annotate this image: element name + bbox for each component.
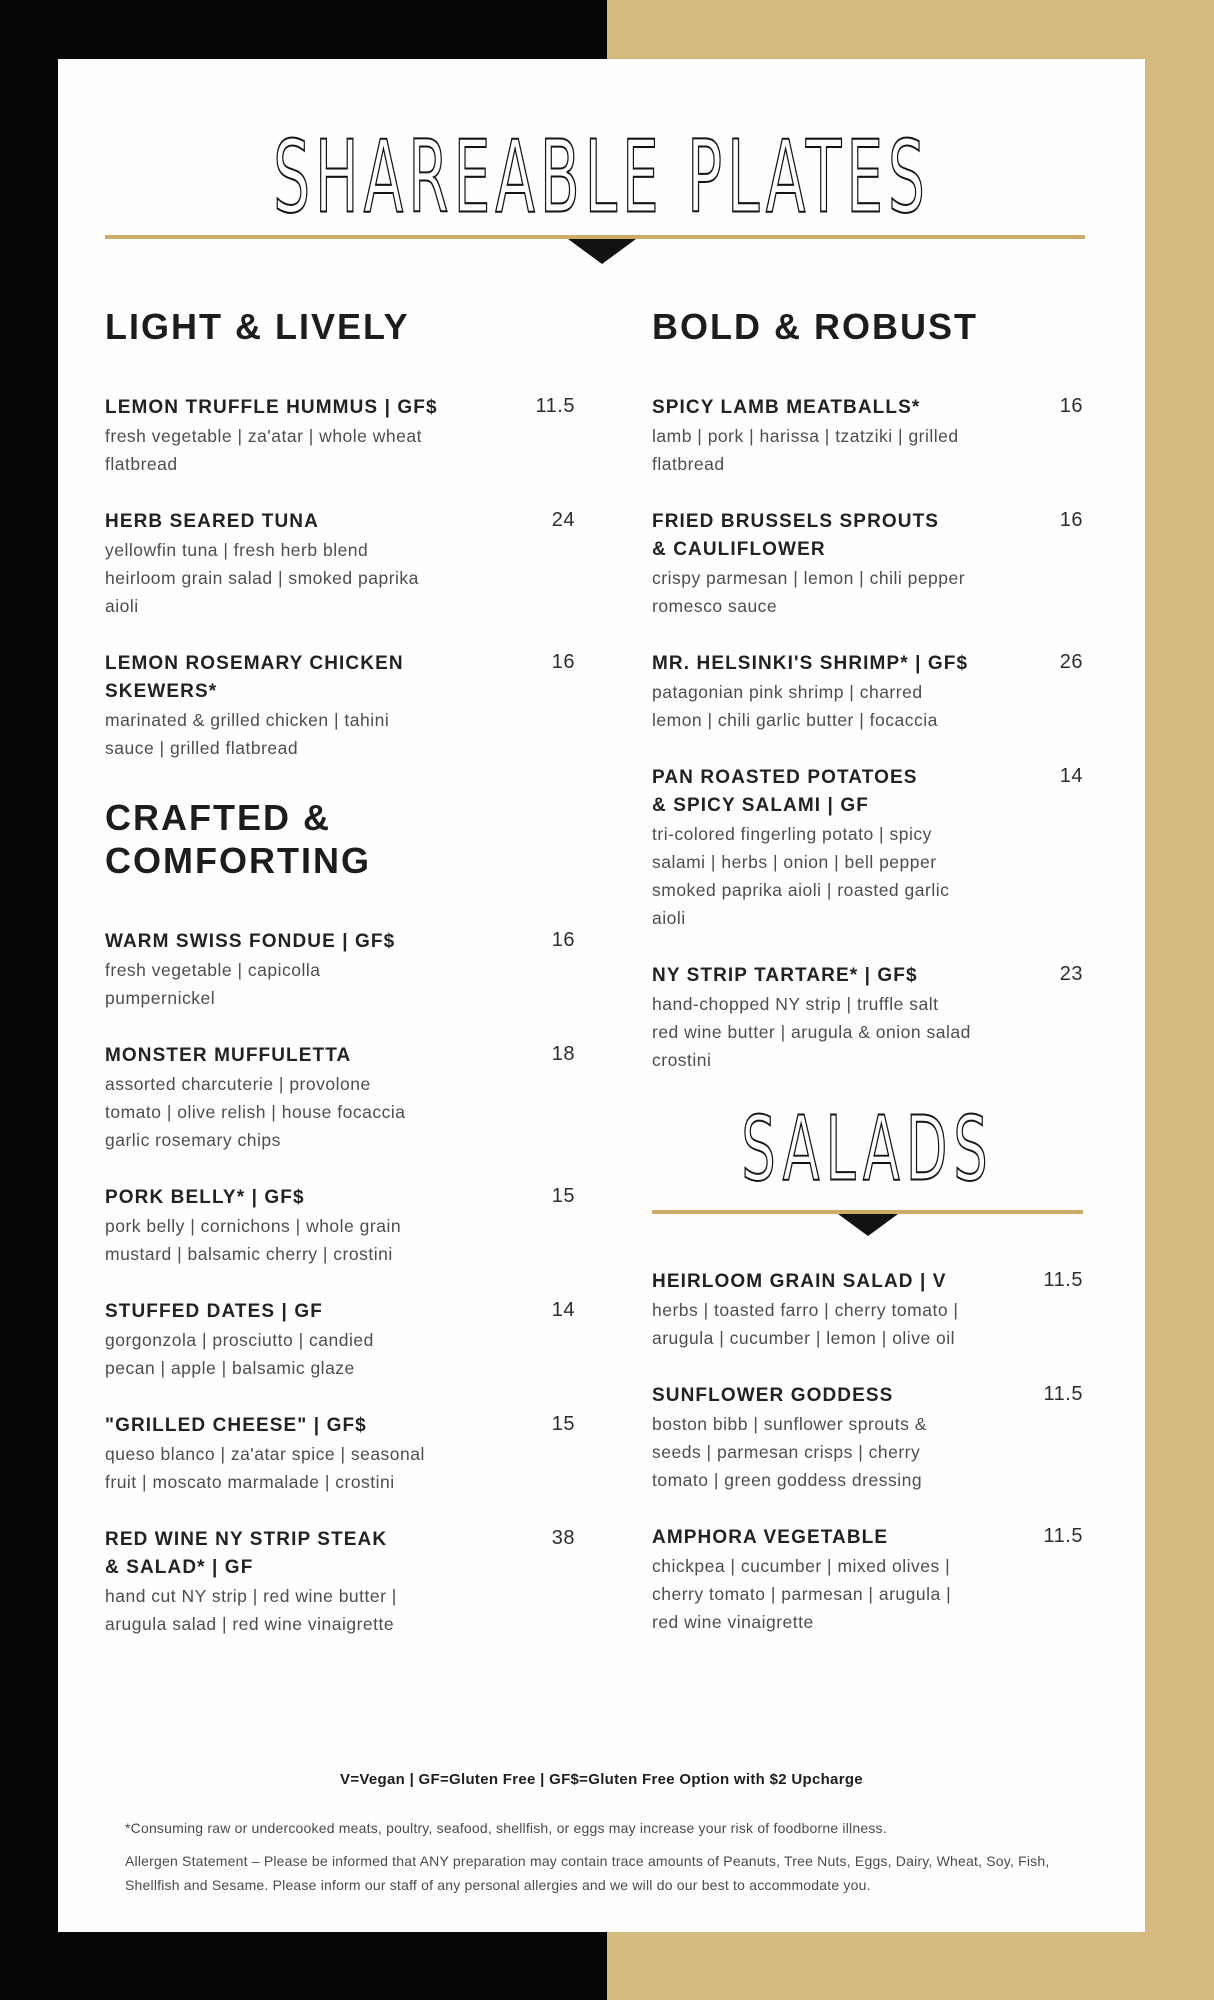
item-desc-line: flatbread: [105, 454, 178, 474]
item-desc: [105, 536, 575, 620]
item-title: [105, 650, 575, 706]
item-desc-line: tri-colored fingerling potato | spicy: [652, 824, 932, 844]
item-desc: [105, 1326, 575, 1382]
item-price: 16: [1059, 395, 1083, 417]
item-title-line: HERB SEARED TUNA: [105, 511, 319, 532]
item-title-line: WARM SWISS FONDUE | GF$: [105, 931, 396, 952]
item-desc-line: mustard | balsamic cherry | crostini: [105, 1244, 393, 1264]
item-desc-line: arugula salad | red wine vinaigrette: [105, 1614, 395, 1634]
menu-item: [105, 508, 575, 620]
item-desc-line: hand cut NY strip | red wine butter |: [105, 1586, 397, 1606]
item-desc-line: assorted charcuterie | provolone: [105, 1074, 371, 1094]
item-title-line: RED WINE NY STRIP STEAK: [105, 1529, 388, 1550]
item-price: 26: [1059, 651, 1083, 673]
item-title-line: "GRILLED CHEESE" | GF$: [105, 1415, 367, 1436]
item-desc-line: salami | herbs | onion | bell pepper: [652, 852, 937, 872]
menu-item: [105, 1298, 575, 1382]
menu-item: [105, 1412, 575, 1496]
item-title: [105, 508, 575, 536]
section-heading-line: CRAFTED &: [105, 797, 331, 838]
item-desc-line: aioli: [652, 908, 686, 928]
item-desc-line: yellowfin tuna | fresh herb blend: [105, 540, 369, 560]
item-title-line: HEIRLOOM GRAIN SALAD | V: [652, 1271, 947, 1292]
menu-item: [652, 764, 1083, 932]
item-title-line: LEMON TRUFFLE HUMMUS | GF$: [105, 397, 438, 418]
divider-triangle: [838, 1214, 898, 1236]
item-desc-line: boston bibb | sunflower sprouts &: [652, 1414, 927, 1434]
item-desc: [652, 1552, 1083, 1636]
item-desc-line: herbs | toasted farro | cherry tomato |: [652, 1300, 959, 1320]
item-price: 16: [551, 651, 575, 673]
item-desc-line: crostini: [652, 1050, 712, 1070]
section-heading-line: BOLD & ROBUST: [652, 306, 978, 347]
item-desc-line: chickpea | cucumber | mixed olives |: [652, 1556, 951, 1576]
item-title-line: & SPICY SALAMI | GF: [652, 795, 869, 816]
item-desc-line: lamb | pork | harissa | tzatziki | grilled: [652, 426, 959, 446]
item-title: [652, 1524, 1083, 1552]
menu-item: [105, 650, 575, 762]
section-heading: [105, 796, 575, 882]
item-desc-line: flatbread: [652, 454, 725, 474]
item-desc-line: tomato | green goddess dressing: [652, 1470, 923, 1490]
item-desc: [652, 1410, 1083, 1494]
raw-food-footnote: *Consuming raw or undercooked meats, poultry, seafood, shellfish, or eggs may increase your risk of foodborne illness.: [125, 1820, 887, 1836]
item-desc: [652, 422, 1083, 478]
item-price: 11.5: [535, 395, 575, 417]
item-price: 15: [551, 1413, 575, 1435]
menu-item: [652, 650, 1083, 734]
section-heading: [652, 305, 1083, 348]
item-desc-line: cherry tomato | parmesan | arugula |: [652, 1584, 952, 1604]
item-title: [105, 1042, 575, 1070]
allergen-statement: Allergen Statement – Please be informed that ANY preparation may contain trace amounts of Peanuts, Tree Nuts, Eggs, Dairy, Wheat, Soy, Fish, Shellfish and Sesame. Please inform our staff of any personal allergies and we will do our best to accommodate you.: [125, 1853, 1050, 1893]
item-title-line: PAN ROASTED POTATOES: [652, 767, 918, 788]
item-desc: [652, 564, 1083, 620]
menu-item: [652, 1382, 1083, 1494]
item-title: [105, 1298, 575, 1326]
item-title-line: SUNFLOWER GODDESS: [652, 1385, 894, 1406]
item-title: [105, 394, 575, 422]
menu-section: [652, 305, 1083, 1074]
item-title: [105, 1412, 575, 1440]
menu-section: [105, 796, 575, 1638]
item-desc: [652, 1296, 1083, 1352]
menu-item: [105, 1184, 575, 1268]
item-title: [652, 764, 1083, 820]
item-desc-line: fresh vegetable | capicolla: [105, 960, 321, 980]
menu-card: [58, 59, 1145, 1932]
page-title: SHAREABLE PLATES: [273, 118, 930, 236]
item-title-line: NY STRIP TARTARE* | GF$: [652, 965, 918, 986]
item-title: [652, 1268, 1083, 1296]
item-title-line: AMPHORA VEGETABLE: [652, 1527, 889, 1548]
item-desc: [105, 1582, 575, 1638]
item-desc-line: arugula | cucumber | lemon | olive oil: [652, 1328, 956, 1348]
item-desc: [652, 990, 1083, 1074]
item-price: 11.5: [1043, 1525, 1083, 1547]
item-title: [652, 394, 1083, 422]
item-desc-line: sauce | grilled flatbread: [105, 738, 299, 758]
dietary-legend: V=Vegan | GF=Gluten Free | GF$=Gluten Free Option with $2 Upcharge: [340, 1771, 863, 1788]
item-price: 16: [551, 929, 575, 951]
item-desc-line: red wine butter | arugula & onion salad: [652, 1022, 971, 1042]
item-desc-line: pumpernickel: [105, 988, 216, 1008]
divider-triangle: [568, 239, 636, 264]
item-price: 15: [551, 1185, 575, 1207]
item-desc-line: queso blanco | za'atar spice | seasonal: [105, 1444, 425, 1464]
item-desc: [105, 422, 575, 478]
item-desc-line: marinated & grilled chicken | tahini: [105, 710, 390, 730]
menu-column-right: [652, 305, 1083, 1666]
item-title: [105, 1184, 575, 1212]
item-title-line: PORK BELLY* | GF$: [105, 1187, 305, 1208]
menu-item: [652, 962, 1083, 1074]
item-desc-line: gorgonzola | prosciutto | candied: [105, 1330, 374, 1350]
item-title-line: LEMON ROSEMARY CHICKEN: [105, 653, 404, 674]
item-desc-line: crispy parmesan | lemon | chili pepper: [652, 568, 966, 588]
item-title: [652, 508, 1083, 564]
item-desc-line: hand-chopped NY strip | truffle salt: [652, 994, 939, 1014]
item-price: 16: [1059, 509, 1083, 531]
item-desc: [652, 678, 1083, 734]
item-desc-line: seeds | parmesan crisps | cherry: [652, 1442, 921, 1462]
item-desc-line: romesco sauce: [652, 596, 778, 616]
item-title: [652, 1382, 1083, 1410]
item-price: 11.5: [1043, 1383, 1083, 1405]
menu-section: [105, 305, 575, 762]
item-desc-line: smoked paprika aioli | roasted garlic: [652, 880, 950, 900]
item-desc: [105, 1440, 575, 1496]
section-heading-line: LIGHT & LIVELY: [105, 306, 410, 347]
item-title-line: MONSTER MUFFULETTA: [105, 1045, 352, 1066]
item-price: 14: [1059, 765, 1083, 787]
menu-item: [652, 1268, 1083, 1352]
section-heading: [105, 305, 575, 348]
item-desc-line: heirloom grain salad | smoked paprika: [105, 568, 419, 588]
menu-item: [105, 1042, 575, 1154]
item-desc: [105, 1070, 575, 1154]
menu-item: [652, 1524, 1083, 1636]
menu-item: [105, 928, 575, 1012]
salads-header: [652, 1097, 1083, 1214]
item-title-line: STUFFED DATES | GF: [105, 1301, 323, 1322]
item-desc-line: patagonian pink shrimp | charred: [652, 682, 923, 702]
item-title: [652, 650, 1083, 678]
item-title-line: & SALAD* | GF: [105, 1557, 254, 1578]
item-title: [105, 1526, 575, 1582]
item-title-line: SKEWERS*: [105, 681, 218, 702]
item-desc: [105, 706, 575, 762]
item-desc: [652, 820, 1083, 932]
item-desc-line: fruit | moscato marmalade | crostini: [105, 1472, 395, 1492]
item-desc-line: pecan | apple | balsamic glaze: [105, 1358, 355, 1378]
item-desc-line: pork belly | cornichons | whole grain: [105, 1216, 402, 1236]
menu-item: [105, 1526, 575, 1638]
item-desc: [105, 956, 575, 1012]
item-desc-line: red wine vinaigrette: [652, 1612, 814, 1632]
item-price: 38: [551, 1527, 575, 1549]
salads-deco-title: SALADS: [741, 1097, 994, 1202]
menu-item: [652, 394, 1083, 478]
item-title: [652, 962, 1083, 990]
gold-divider: [652, 1210, 1083, 1214]
item-desc-line: fresh vegetable | za'atar | whole wheat: [105, 426, 422, 446]
item-desc-line: aioli: [105, 596, 139, 616]
item-price: 18: [551, 1043, 575, 1065]
item-desc-line: garlic rosemary chips: [105, 1130, 281, 1150]
item-price: 23: [1059, 963, 1083, 985]
item-price: 14: [551, 1299, 575, 1321]
menu-item: [652, 508, 1083, 620]
item-desc: [105, 1212, 575, 1268]
item-title-line: & CAULIFLOWER: [652, 539, 826, 560]
item-price: 24: [551, 509, 575, 531]
menu-column-left: [105, 305, 575, 1668]
item-desc-line: tomato | olive relish | house focaccia: [105, 1102, 406, 1122]
menu-item: [105, 394, 575, 478]
item-title-line: FRIED BRUSSELS SPROUTS: [652, 511, 940, 532]
section-heading-line: COMFORTING: [105, 840, 371, 881]
item-title-line: SPICY LAMB MEATBALLS*: [652, 397, 921, 418]
menu-section: [652, 1097, 1083, 1636]
item-title: [105, 928, 575, 956]
item-title-line: MR. HELSINKI'S SHRIMP* | GF$: [652, 653, 969, 674]
item-desc-line: lemon | chili garlic butter | focaccia: [652, 710, 938, 730]
item-price: 11.5: [1043, 1269, 1083, 1291]
